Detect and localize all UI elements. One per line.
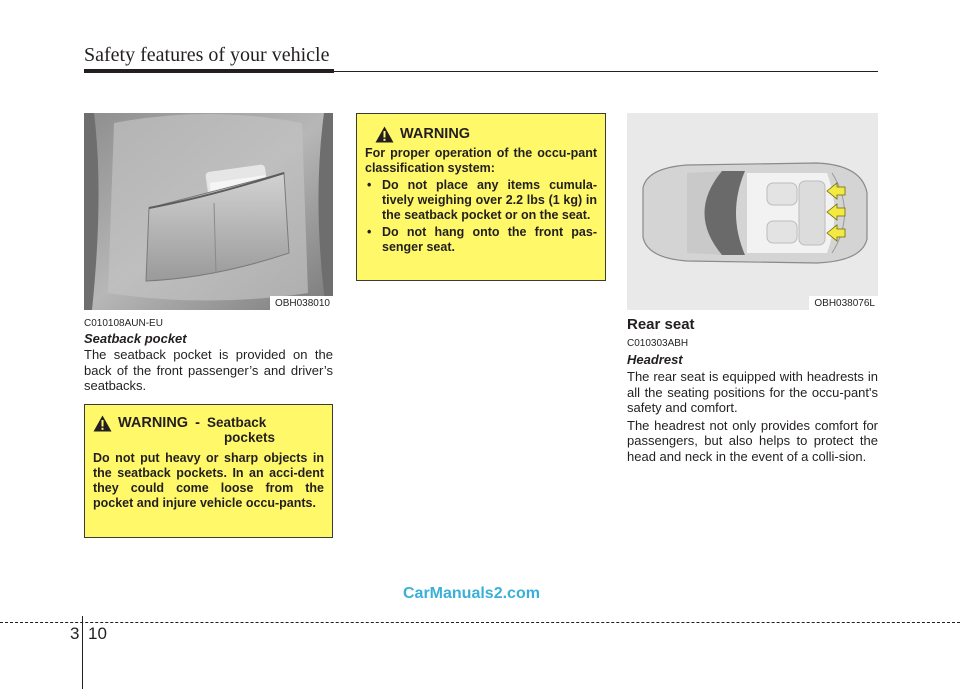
footer-dashed-rule	[0, 622, 960, 623]
warning-intro: For proper operation of the occu-pant classification system:	[365, 146, 597, 175]
warning-subtitle-line1: Seatback	[206, 415, 267, 430]
headrest-text	[627, 369, 878, 466]
warning-bullet-list	[365, 178, 597, 255]
headrest-arrows	[827, 183, 845, 241]
chapter-number: 3	[70, 624, 80, 643]
header-rule-thin	[334, 71, 878, 72]
warning-bullet-item: • Do not hang onto the front pas-senger seat.	[365, 225, 597, 255]
page-header-title: Safety features of your vehicle	[84, 44, 330, 66]
warning-text: Do not put heavy or sharp objects in the seatback pockets. In an acci-dent they could come loose from the pocket and injure vehicle occu-pants.	[93, 451, 324, 510]
warning-subtitle-line2: pockets	[223, 430, 275, 445]
section-code: C010303ABH	[627, 338, 689, 349]
seatback-pocket-illustration	[84, 113, 333, 310]
warning-title: WARNING	[118, 415, 189, 431]
header-rule-thick	[84, 69, 334, 73]
rear-seat-headrest-photo	[627, 113, 878, 310]
warning-box-seatback-pockets	[84, 404, 333, 538]
warning-header	[93, 415, 324, 445]
headrest-paragraph: The headrest not only provides comfort for passengers, but also helps to protect the head and neck in the event of a colli-sion.	[627, 417, 878, 464]
warning-bullet-item: • Do not place any items cumula-tively weighing over 2.2 lbs (1 kg) in the seatback pocket or on the seat.	[365, 178, 597, 223]
car-top-view-illustration	[627, 113, 878, 310]
warning-box-occupant-classification	[356, 113, 606, 281]
warning-title: WARNING	[400, 126, 471, 142]
watermark-link[interactable]: CarManuals2.com	[403, 585, 540, 602]
photo-caption: OBH038076L	[809, 296, 878, 310]
seatback-pocket-photo	[84, 113, 333, 310]
footer-vertical-rule	[82, 616, 83, 689]
page-number: 10	[88, 624, 107, 643]
warning-triangle-icon	[375, 126, 394, 143]
warning-triangle-icon	[93, 415, 112, 432]
section-title-rear-seat: Rear seat	[627, 316, 695, 333]
headrest-paragraph: The rear seat is equipped with headrests in all the seating positions for the occu-pant's safety and comfort.	[627, 369, 878, 415]
section-code: C010108AUN-EU	[84, 318, 163, 329]
warning-dash: -	[195, 415, 200, 431]
warning-header	[365, 126, 597, 143]
photo-caption: OBH038010	[270, 296, 333, 310]
subheading-seatback-pocket: Seatback pocket	[84, 331, 187, 346]
seatback-pocket-paragraph: The seatback pocket is provided on the back of the front passenger’s and driver’s seatbacks.	[84, 347, 333, 393]
subheading-headrest: Headrest	[627, 352, 683, 367]
